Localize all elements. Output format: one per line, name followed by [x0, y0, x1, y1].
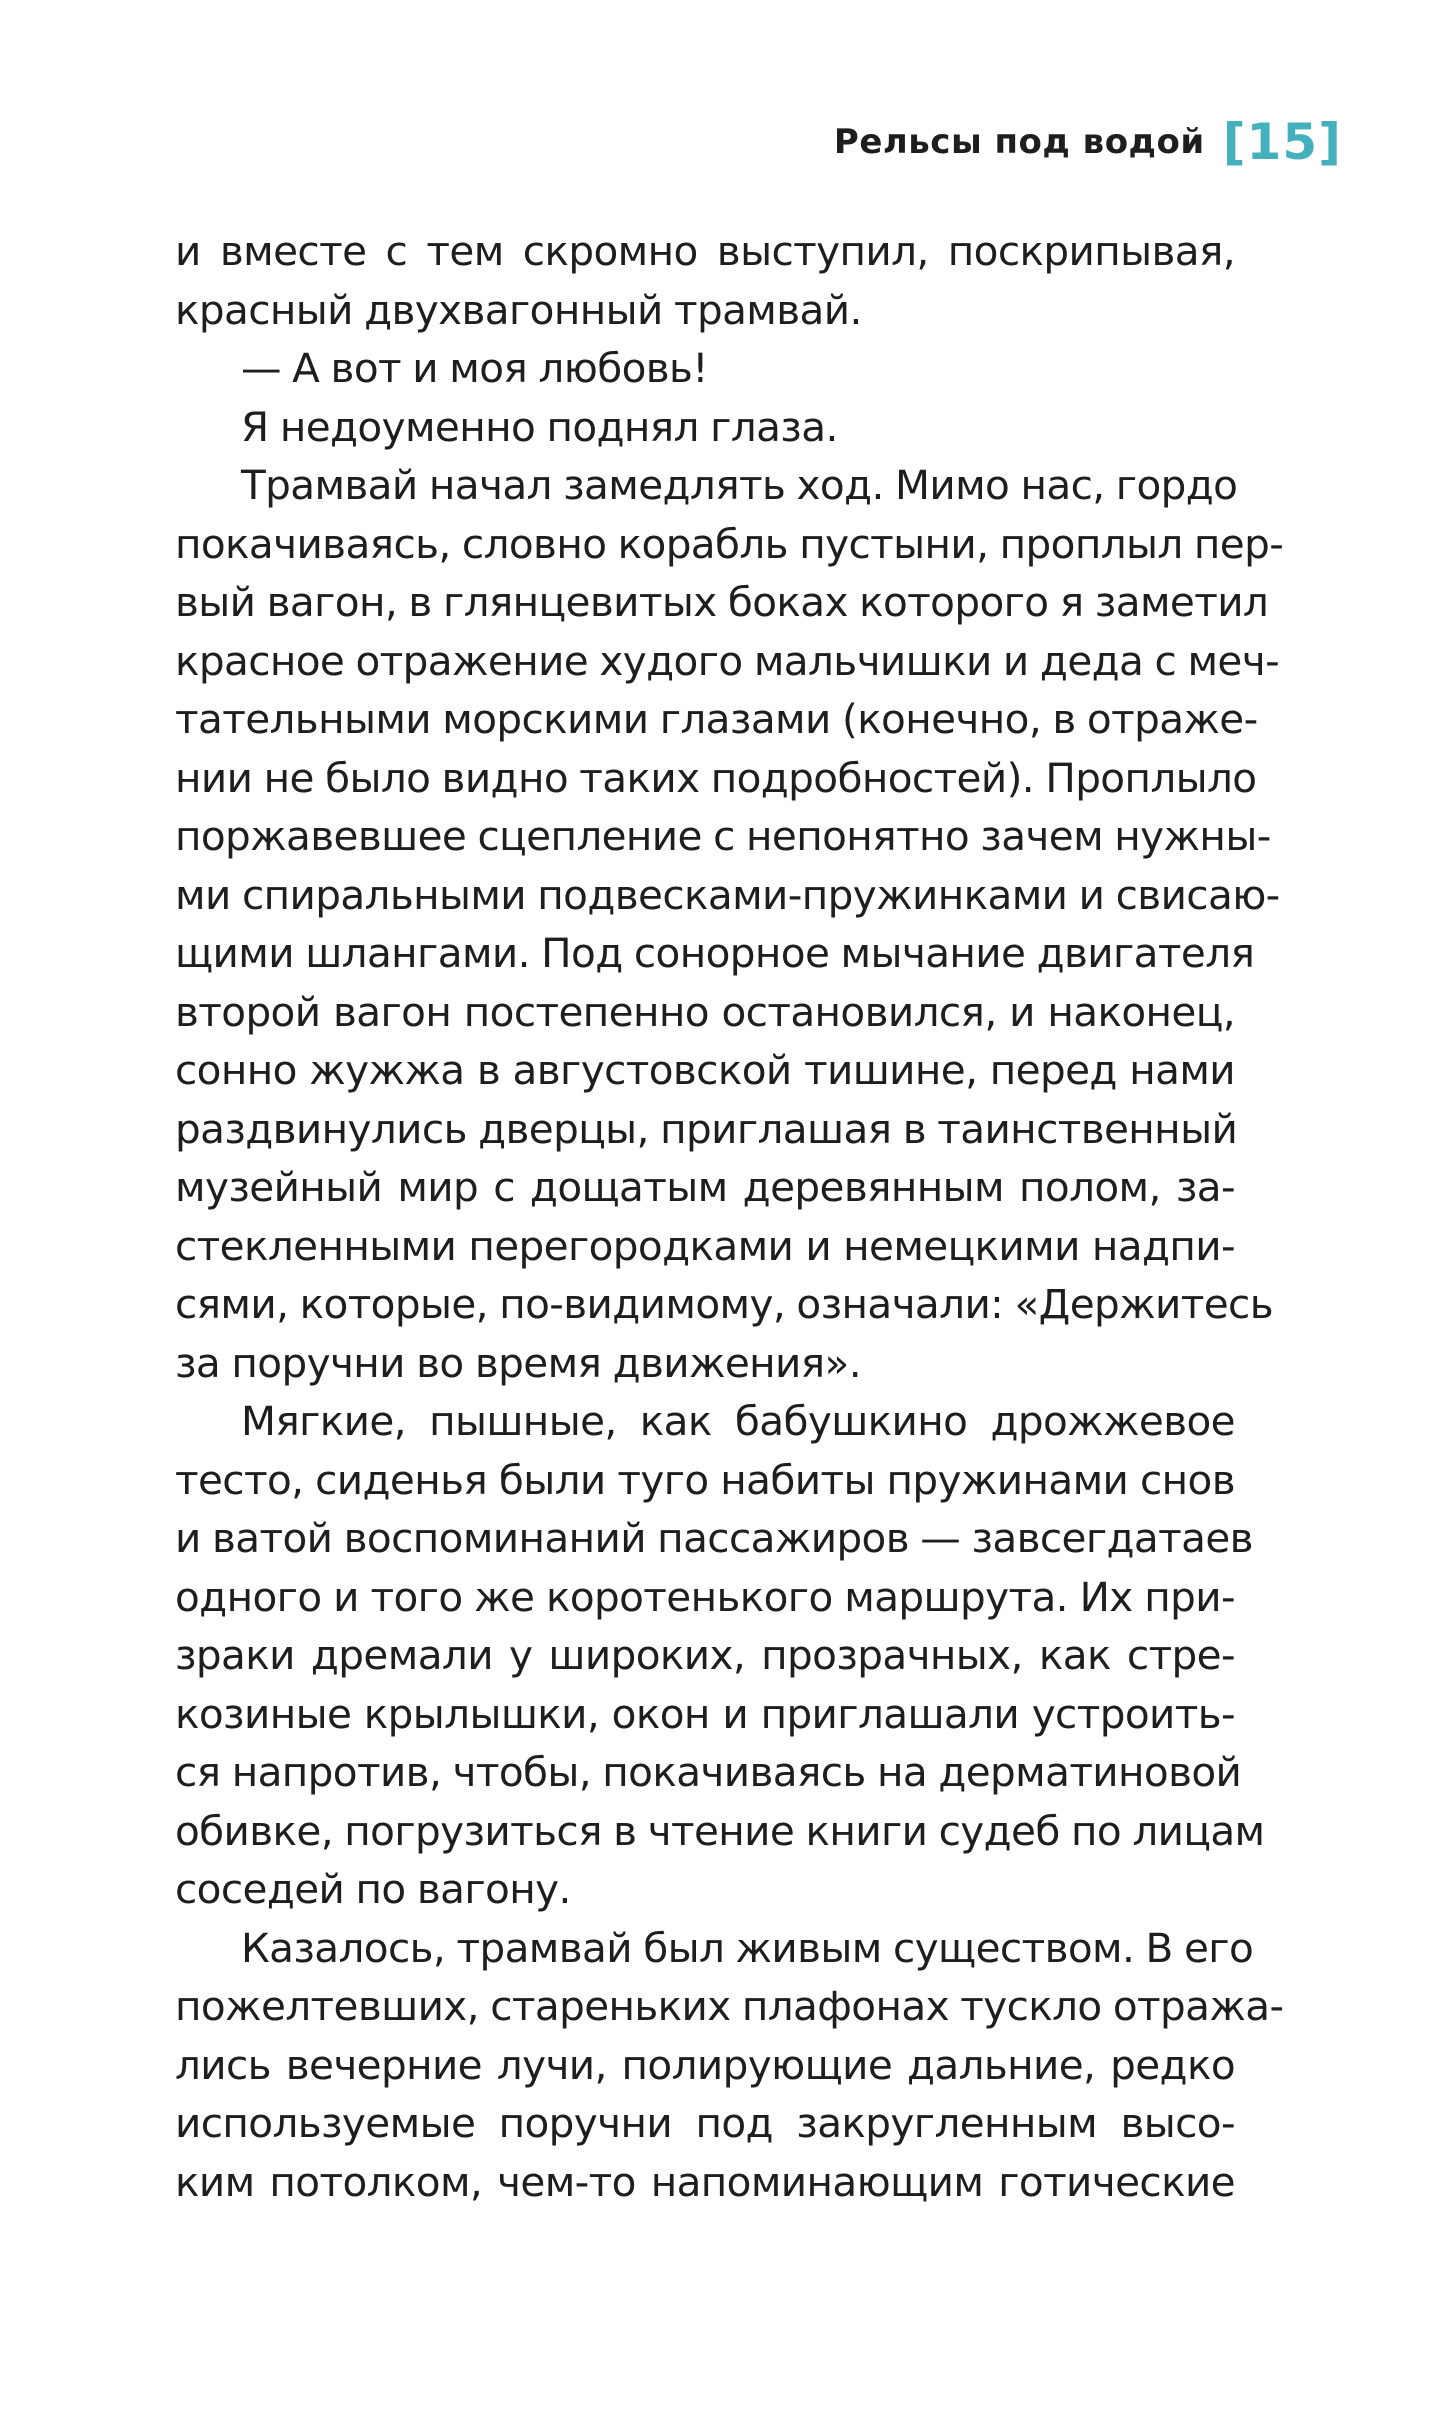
running-title: Рельсы под водой	[833, 122, 1205, 162]
text-line: ми спиральными подвесками-пружинками и свисаю-	[175, 870, 1280, 919]
text-line: лись вечерние лучи, полирующие дальние, редко	[175, 2040, 1235, 2089]
text-line: обивке, погрузиться в чтение книги судеб по лицам	[175, 1806, 1265, 1855]
text-line: стекленными перегородками и немецкими надпи-	[175, 1221, 1235, 1270]
text-line: нии не было видно таких подробностей). Проплыло	[175, 753, 1257, 802]
text-line: музейный мир с дощатым деревянным полом, за-	[175, 1163, 1235, 1211]
text-line: ким потолком, чем-то напоминающим готические	[175, 2157, 1235, 2206]
text-line: козиные крылышки, окон и приглашали устроить-	[175, 1689, 1235, 1738]
text-line: зраки дремали у широких, прозрачных, как стре-	[175, 1631, 1235, 1679]
text-line: ся напротив, чтобы, покачиваясь на дерматиновой	[175, 1748, 1242, 1796]
text-line: одного и того же коротенького маршрута. Их при-	[175, 1572, 1235, 1621]
text-line: за поручни во время движения».	[175, 1338, 861, 1387]
text-line: вый вагон, в глянцевитых боках которого я заметил	[175, 578, 1269, 626]
text-line: красный двухвагонный трамвай.	[175, 285, 862, 334]
text-line: второй вагон постепенно остановился, и наконец,	[175, 987, 1235, 1036]
text-line: и вместе с тем скромно выступил, поскрипывая,	[175, 227, 1235, 275]
page-number: [15]	[1222, 113, 1342, 171]
text-line: тесто, сиденья были туго набиты пружинами снов	[175, 1455, 1235, 1504]
text-line: и ватой воспоминаний пассажиров — завсегдатаев	[175, 1514, 1253, 1562]
text-line: Мягкие, пышные, как бабушкино дрожжевое	[241, 1397, 1235, 1445]
text-line: покачиваясь, словно корабль пустыни, проплыл пер-	[175, 519, 1284, 568]
text-line: используемые поручни под закругленным высо-	[175, 2099, 1235, 2147]
text-line: раздвинулись дверцы, приглашая в таинственный	[175, 1104, 1238, 1153]
text-line: сонно жужжа в августовской тишине, перед нами	[175, 1046, 1235, 1094]
text-line: соседей по вагону.	[175, 1865, 571, 1913]
text-line: Трамвай начал замедлять ход. Мимо нас, гордо	[241, 461, 1238, 509]
text-line: — А вот и моя любовь!	[241, 344, 708, 392]
text-line: пожелтевших, стареньких плафонах тускло отража-	[175, 1982, 1284, 2030]
text-line: красное отражение худого мальчишки и деда с меч-	[175, 636, 1280, 685]
text-line: Казалось, трамвай был живым существом. В его	[241, 1923, 1254, 1972]
text-line: щими шлангами. Под сонорное мычание двигателя	[175, 929, 1255, 977]
text-line: Я недоуменно поднял глаза.	[241, 402, 838, 451]
page-header	[834, 104, 1342, 180]
text-line: тательными морскими глазами (конечно, в отраже-	[175, 695, 1258, 743]
body-text	[175, 222, 1284, 2211]
text-line: сями, которые, по-видимому, означали: «Держитесь	[175, 1280, 1273, 1328]
text-line: поржавевшее сцепление с непонятно зачем нужны-	[175, 812, 1271, 860]
